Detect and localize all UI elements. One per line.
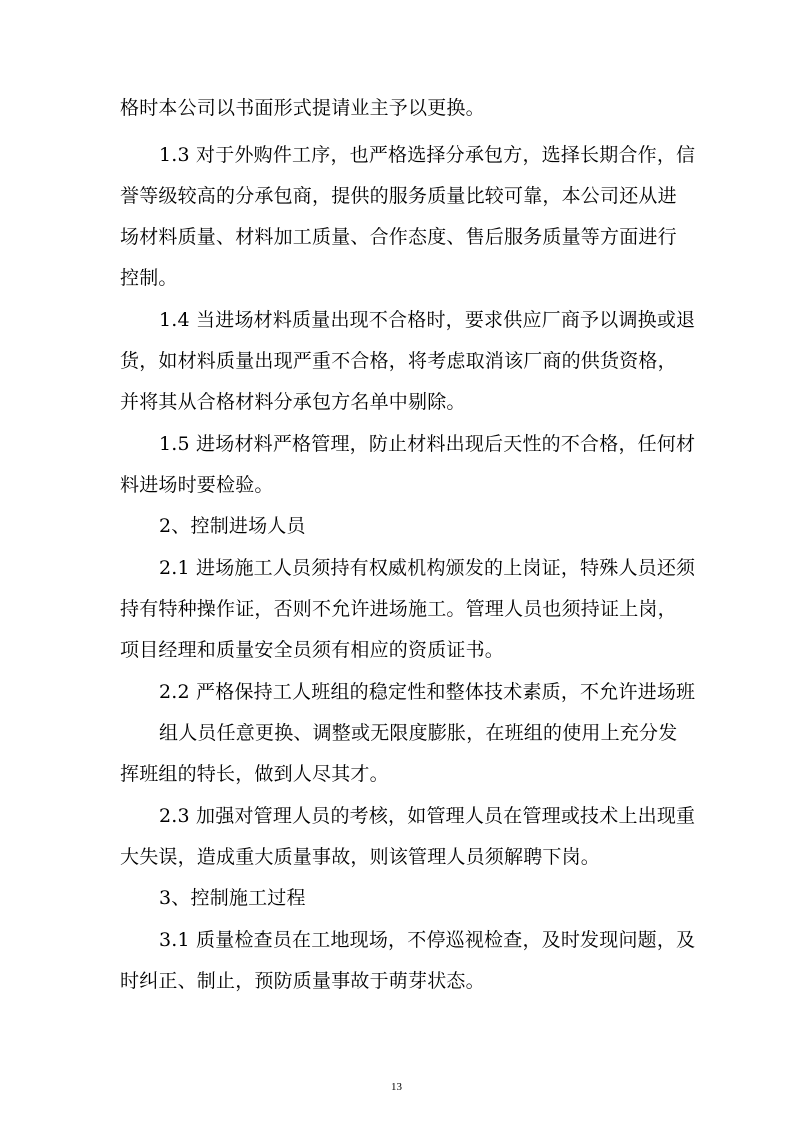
text-line: 货，如材料质量出现严重不合格，将考虑取消该厂商的供货资格， <box>120 350 677 372</box>
text-line: 组人员任意更换、调整或无限度膨胀，在班组的使用上充分发 <box>159 722 678 744</box>
text-line: 并将其从合格材料分承包方名单中剔除。 <box>120 391 466 413</box>
text-line: 控制。 <box>120 267 178 289</box>
text-line: 格时本公司以书面形式提请业主予以更换。 <box>120 97 485 119</box>
text-line: 1.5 进场材料严格管理，防止材料出现后天性的不合格，任何材 <box>159 433 696 455</box>
text-line: 项目经理和质量安全员须有相应的资质证书。 <box>120 639 505 661</box>
text-line: 2.2 严格保持工人班组的稳定性和整体技术素质，不允许进场班 <box>159 681 696 703</box>
text-line: 场材料质量、材料加工质量、合作态度、售后服务质量等方面进行 <box>120 226 677 248</box>
section-heading: 2、控制进场人员 <box>159 515 306 537</box>
text-line: 1.4 当进场材料质量出现不合格时，要求供应厂商予以调换或退 <box>159 309 696 331</box>
page-number: 13 <box>391 1081 402 1093</box>
text-line: 挥班组的特长，做到人尽其才。 <box>120 763 389 785</box>
text-line: 3.1 质量检查员在工地现场，不停巡视检查，及时发现问题，及 <box>159 929 696 951</box>
text-line: 时纠正、制止，预防质量事故于萌芽状态。 <box>120 970 485 992</box>
text-line: 料进场时要检验。 <box>120 474 274 496</box>
section-heading: 3、控制施工过程 <box>159 887 306 909</box>
text-line: 誉等级较高的分承包商，提供的服务质量比较可靠，本公司还从进 <box>120 185 677 207</box>
text-line: 2.3 加强对管理人员的考核，如管理人员在管理或技术上出现重 <box>159 805 696 827</box>
text-line: 1.3 对于外购件工序，也严格选择分承包方，选择长期合作，信 <box>159 144 696 166</box>
text-line: 持有特种操作证，否则不允许进场施工。管理人员也须持证上岗， <box>120 598 677 620</box>
text-line: 大失误，造成重大质量事故，则该管理人员须解聘下岗。 <box>120 846 601 868</box>
text-line: 2.1 进场施工人员须持有权威机构颁发的上岗证，特殊人员还须 <box>159 557 696 579</box>
